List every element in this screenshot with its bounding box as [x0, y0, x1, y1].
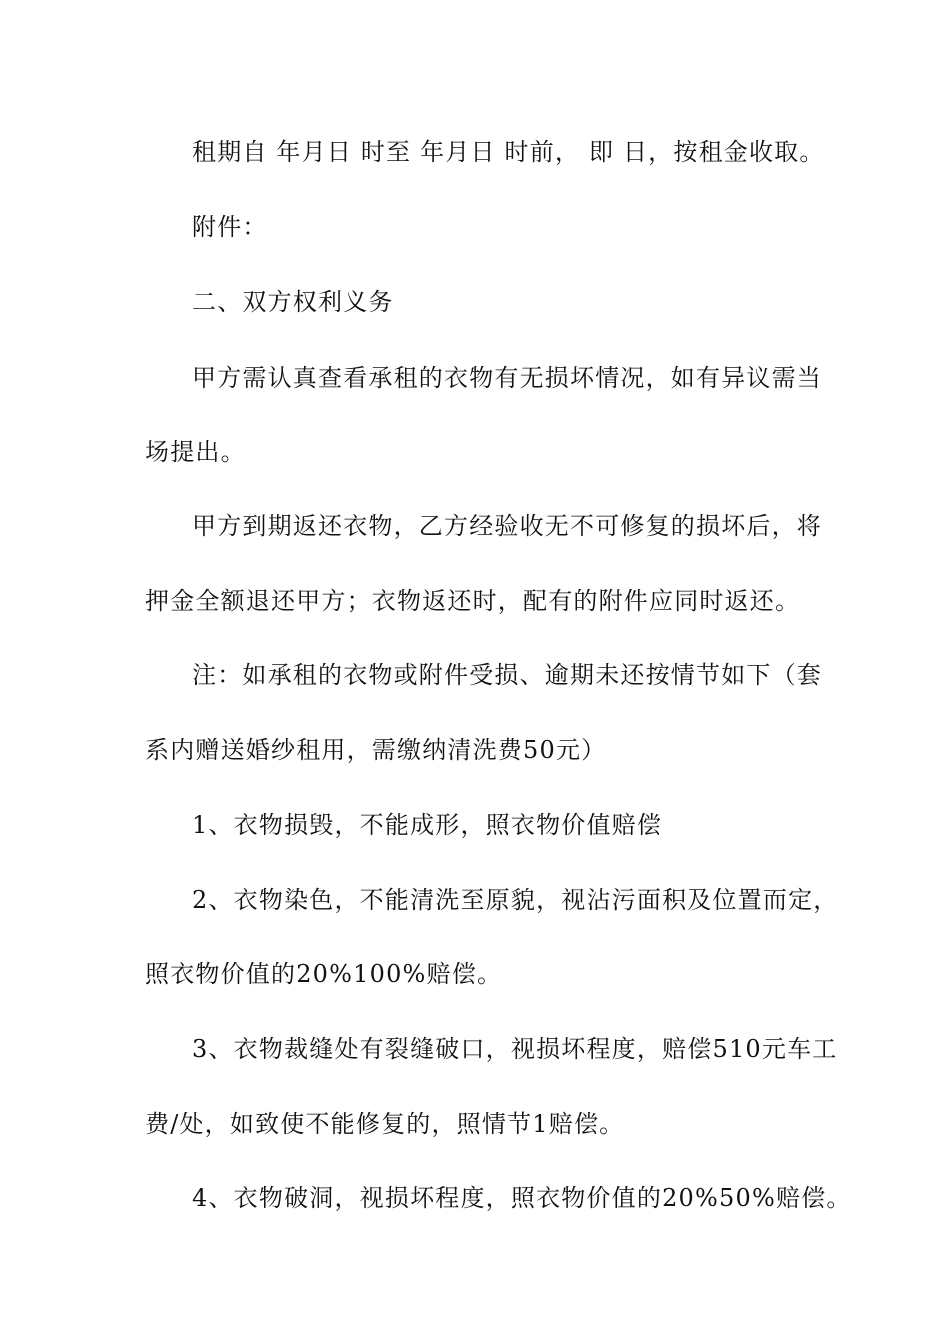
list-item-3-continued: 费/处，如致使不能修复的，照情节1赔偿。 — [145, 1110, 625, 1138]
list-item-2: 2、衣物染色，不能清洗至原貌，视沾污面积及位置而定， — [192, 886, 839, 914]
paragraph-line: 甲方需认真查看承租的衣物有无损坏情况，如有异议需当 — [192, 364, 822, 392]
list-item-1: 1、衣物损毁，不能成形，照衣物价值赔偿 — [192, 811, 663, 839]
section-heading-rights: 二、双方权利义务 — [192, 288, 394, 316]
paragraph-line: 甲方到期返还衣物，乙方经验收无不可修复的损坏后，将 — [192, 512, 822, 540]
list-item-2-continued: 照衣物价值的20%100%赔偿。 — [145, 960, 503, 988]
paragraph-line: 场提出。 — [145, 438, 246, 466]
list-item-4: 4、衣物破洞，视损坏程度，照衣物价值的20%50%赔偿。 — [192, 1184, 852, 1212]
paragraph-line: 押金全额退还甲方；衣物返还时，配有的附件应同时返还。 — [145, 587, 801, 615]
list-item-3: 3、衣物裁缝处有裂缝破口，视损坏程度，赔偿510元车工 — [192, 1035, 838, 1063]
note-line: 系内赠送婚纱租用，需缴纳清洗费50元） — [145, 736, 607, 764]
rental-period-text: 租期自 年月日 时至 年月日 时前， 即 日，按租金收取。 — [192, 138, 825, 166]
attachment-label: 附件： — [192, 213, 268, 241]
note-line: 注：如承租的衣物或附件受损、逾期未还按情节如下（套 — [192, 661, 822, 689]
